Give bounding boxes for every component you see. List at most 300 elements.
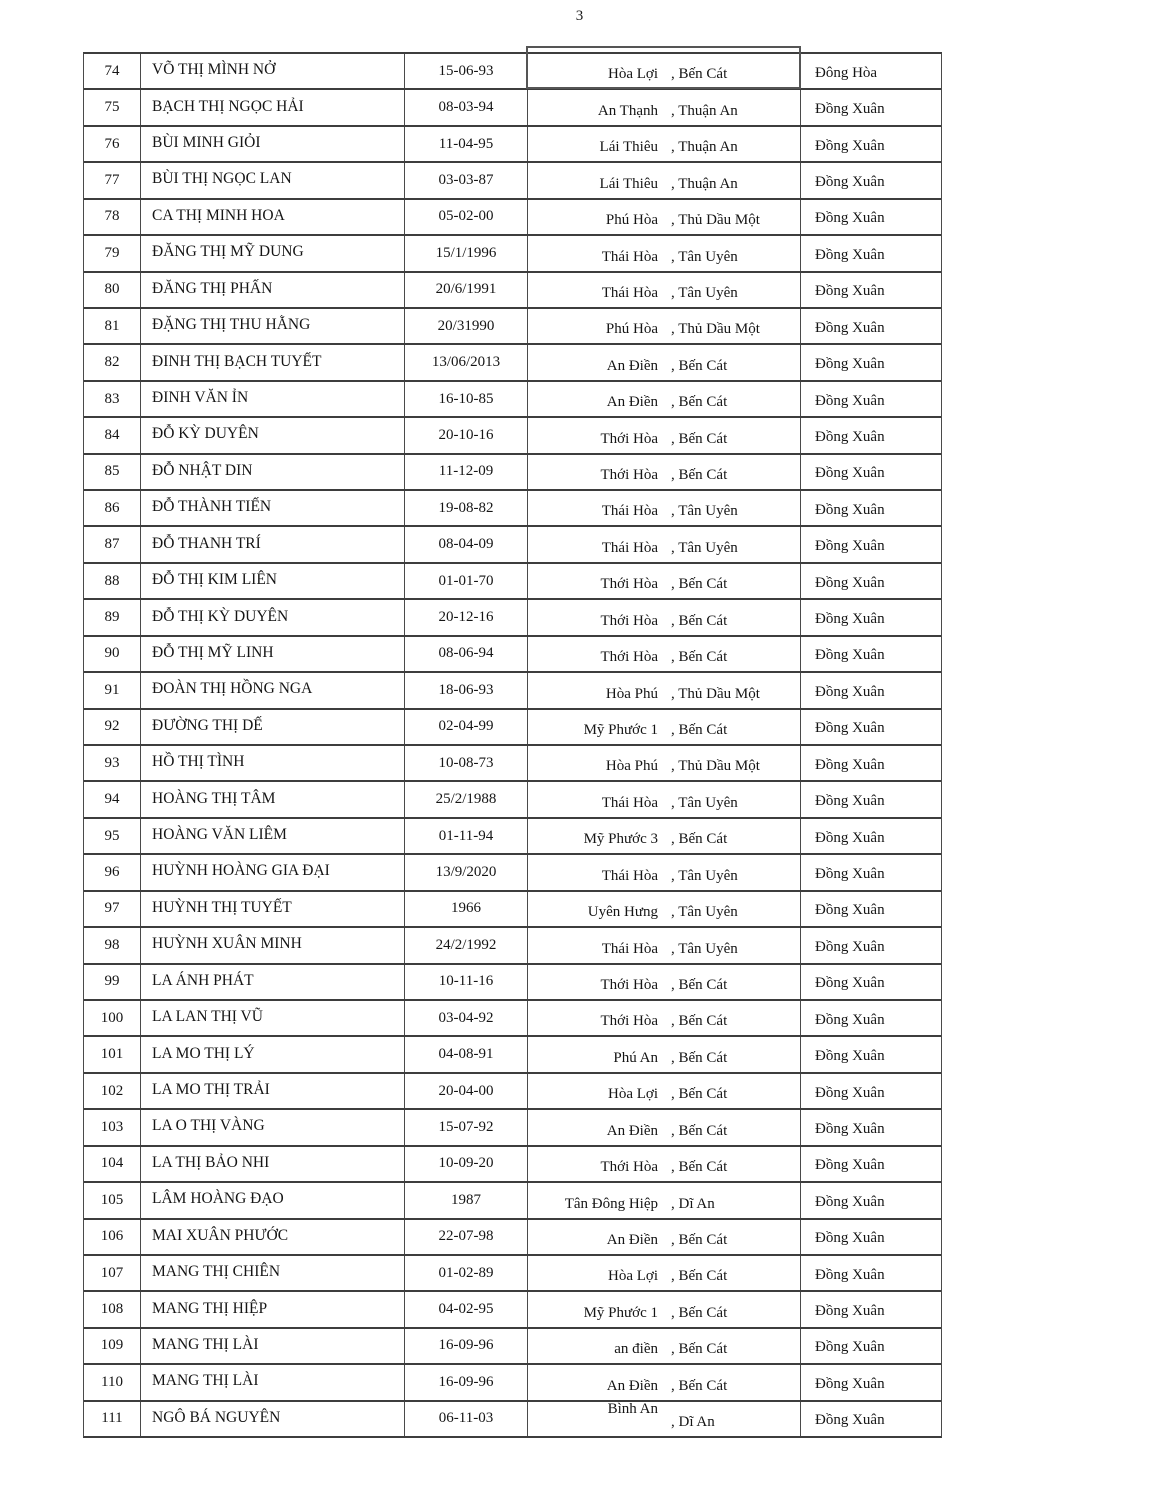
ward-text: Thái Hòa [601, 794, 658, 811]
name-cell: LA THỊ BẢO NHI [141, 1147, 405, 1181]
region-cell: Đồng Xuân [815, 829, 885, 846]
district-text: , Bến Cát [671, 394, 728, 411]
row-number-cell: 93 [84, 746, 141, 780]
district-text: , Bến Cát [671, 1377, 728, 1394]
district-text: , Thủ Dầu Một [671, 212, 760, 229]
place-cell [528, 673, 801, 707]
ward-text: Thái Hòa [601, 867, 658, 884]
dob-cell: 19-08-82 [405, 491, 528, 525]
region-cell: Đồng Xuân [815, 1339, 885, 1356]
dob-cell: 20/6/1991 [405, 273, 528, 307]
place-cell [528, 491, 801, 525]
dob-cell: 16-09-96 [405, 1329, 528, 1363]
ward-text: Thới Hòa [600, 612, 658, 629]
district-text: , Thủ Dầu Một [671, 321, 760, 338]
name-cell: ĐĂNG THỊ PHẤN [141, 273, 405, 307]
district-text: , Bến Cát [671, 576, 728, 593]
table-row [84, 1365, 941, 1401]
place-cell [528, 309, 801, 343]
ward-text: Thái Hòa [601, 940, 658, 957]
table-row [84, 345, 941, 381]
dob-cell: 08-03-94 [405, 90, 528, 124]
table-row [84, 90, 941, 126]
table-row [84, 309, 941, 345]
dob-cell: 20-04-00 [405, 1074, 528, 1108]
row-number-cell: 99 [84, 965, 141, 999]
region-cell: Đồng Xuân [815, 975, 885, 992]
dob-cell: 18-06-93 [405, 673, 528, 707]
region-cell: Đồng Xuân [815, 1266, 885, 1283]
ward-text: an điền [614, 1341, 658, 1358]
region-cell: Đồng Xuân [815, 1375, 885, 1392]
region-cell: Đồng Xuân [815, 611, 885, 628]
dob-cell: 24/2/1992 [405, 928, 528, 962]
region-cell: Đồng Xuân [815, 137, 885, 154]
district-text: , Bến Cát [671, 66, 728, 83]
region-cell: Đồng Xuân [815, 538, 885, 555]
ward-text: Phú Hòa [605, 321, 658, 338]
ward-text: An Điền [606, 357, 658, 374]
district-text: , Thủ Dầu Một [671, 758, 760, 775]
name-cell: LA MO THỊ TRẢI [141, 1074, 405, 1108]
table-row [84, 1037, 941, 1073]
ward-text: An Điền [606, 394, 658, 411]
ward-text: Thái Hòa [601, 503, 658, 520]
place-cell [528, 637, 801, 671]
ward-text: Mỹ Phước 1 [583, 1304, 658, 1321]
place-cell [528, 382, 801, 416]
dob-cell: 15-07-92 [405, 1110, 528, 1144]
name-cell: ĐỖ THANH TRÍ [141, 527, 405, 561]
row-number-cell: 79 [84, 236, 141, 270]
row-number-cell: 110 [84, 1365, 141, 1399]
ward-text: Hòa Phú [605, 685, 658, 702]
row-number-cell: 83 [84, 382, 141, 416]
region-cell: Đồng Xuân [815, 210, 885, 227]
dob-cell: 13/9/2020 [405, 855, 528, 889]
name-cell: ĐỖ THÀNH TIẾN [141, 491, 405, 525]
table-row [84, 746, 941, 782]
ward-text: Phú An [613, 1049, 658, 1066]
place-cell [528, 1402, 801, 1436]
row-number-cell: 101 [84, 1037, 141, 1071]
ward-text: Hòa Lợi [607, 1268, 658, 1285]
district-text: , Bến Cát [671, 976, 728, 993]
ward-text: Mỹ Phước 1 [583, 722, 658, 739]
name-cell: LA LAN THỊ VŨ [141, 1001, 405, 1035]
table-row [84, 710, 941, 746]
place-cell [528, 54, 801, 88]
place-cell [528, 965, 801, 999]
district-text: , Bến Cát [671, 1049, 728, 1066]
place-cell [528, 200, 801, 234]
region-cell: Đồng Xuân [815, 720, 885, 737]
region-cell: Đồng Xuân [815, 1157, 885, 1174]
name-cell: HUỲNH XUÂN MINH [141, 928, 405, 962]
name-cell: ĐẶNG THỊ THU HẰNG [141, 309, 405, 343]
dob-cell: 13/06/2013 [405, 345, 528, 379]
ward-text: Thái Hòa [601, 284, 658, 301]
district-text: , Tân Uyên [671, 904, 738, 921]
district-text: , Bến Cát [671, 722, 728, 739]
name-cell: CA THỊ MINH HOA [141, 200, 405, 234]
region-cell: Đồng Xuân [815, 1084, 885, 1101]
ward-text: Thái Hòa [601, 248, 658, 265]
dob-cell: 03-04-92 [405, 1001, 528, 1035]
row-number-cell: 98 [84, 928, 141, 962]
region-cell: Đồng Xuân [815, 902, 885, 919]
row-number-cell: 108 [84, 1292, 141, 1326]
place-cell [528, 345, 801, 379]
ward-text: Thới Hòa [600, 1159, 658, 1176]
place-cell [528, 1147, 801, 1181]
table-row [84, 564, 941, 600]
ward-text: An Điền [606, 1122, 658, 1139]
dob-cell: 20-10-16 [405, 418, 528, 452]
name-cell: BÙI MINH GIỎI [141, 127, 405, 161]
table-row [84, 1402, 941, 1436]
row-number-cell: 106 [84, 1220, 141, 1254]
ward-text: An Thạnh [597, 102, 658, 119]
region-cell: Đồng Xuân [815, 283, 885, 300]
row-number-cell: 107 [84, 1256, 141, 1290]
place-cell [528, 819, 801, 853]
place-cell [528, 90, 801, 124]
table-row [84, 127, 941, 163]
name-cell: ĐỖ THỊ MỸ LINH [141, 637, 405, 671]
name-cell: LA MO THỊ LÝ [141, 1037, 405, 1071]
ward-text: Hòa Phú [605, 758, 658, 775]
district-text: , Tân Uyên [671, 794, 738, 811]
district-text: , Bến Cát [671, 1086, 728, 1103]
table-row [84, 1256, 941, 1292]
region-cell: Đồng Xuân [815, 647, 885, 664]
region-cell: Đồng Xuân [815, 683, 885, 700]
name-cell: ĐĂNG THỊ MỸ DUNG [141, 236, 405, 270]
table-row [84, 382, 941, 418]
region-cell: Đồng Xuân [815, 246, 885, 263]
row-number-cell: 86 [84, 491, 141, 525]
district-text: , Bến Cát [671, 1268, 728, 1285]
ward-text: Tân Đông Hiệp [564, 1195, 658, 1212]
row-number-cell: 77 [84, 163, 141, 197]
page-number: 3 [575, 8, 584, 24]
table-row [84, 965, 941, 1001]
table-row [84, 455, 941, 491]
row-number-cell: 94 [84, 782, 141, 816]
district-text: , Thuận An [671, 175, 738, 192]
district-text: , Bến Cát [671, 831, 728, 848]
district-text: , Bến Cát [671, 1231, 728, 1248]
dob-cell: 03-03-87 [405, 163, 528, 197]
ward-text: Lái Thiêu [599, 175, 658, 192]
name-cell: HUỲNH HOÀNG GIA ĐẠI [141, 855, 405, 889]
ward-text: Uyên Hưng [587, 904, 658, 921]
table-row [84, 1147, 941, 1183]
region-cell: Đồng Xuân [815, 1193, 885, 1210]
ward-text: Lái Thiêu [599, 139, 658, 156]
row-number-cell: 105 [84, 1183, 141, 1217]
place-cell [528, 236, 801, 270]
dob-cell: 04-08-91 [405, 1037, 528, 1071]
region-cell: Đồng Xuân [815, 501, 885, 518]
place-cell [528, 1001, 801, 1035]
row-number-cell: 85 [84, 455, 141, 489]
row-number-cell: 103 [84, 1110, 141, 1144]
table-row [84, 1183, 941, 1219]
region-cell: Đồng Xuân [815, 173, 885, 190]
dob-cell: 10-08-73 [405, 746, 528, 780]
district-text: , Thuận An [671, 102, 738, 119]
table-row [84, 1329, 941, 1365]
row-number-cell: 100 [84, 1001, 141, 1035]
region-cell: Đồng Xuân [815, 1048, 885, 1065]
row-number-cell: 74 [84, 54, 141, 88]
place-cell [528, 163, 801, 197]
name-cell: NGÔ BÁ NGUYÊN [141, 1402, 405, 1436]
dob-cell: 02-04-99 [405, 710, 528, 744]
row-number-cell: 104 [84, 1147, 141, 1181]
region-cell: Đồng Xuân [815, 101, 885, 118]
row-number-cell: 92 [84, 710, 141, 744]
ward-text: Phú Hòa [605, 212, 658, 229]
place-cell [528, 1183, 801, 1217]
row-number-cell: 76 [84, 127, 141, 161]
ward-text: Mỹ Phước 3 [583, 831, 658, 848]
table-row [84, 782, 941, 818]
row-number-cell: 82 [84, 345, 141, 379]
dob-cell: 08-06-94 [405, 637, 528, 671]
table-row [84, 273, 941, 309]
region-cell: Đồng Xuân [815, 1412, 885, 1429]
name-cell: ĐỖ NHẬT DIN [141, 455, 405, 489]
ward-text: Thới Hòa [600, 467, 658, 484]
table-row [84, 673, 941, 709]
table-row [84, 54, 941, 90]
ward-text: Hòa Lợi [607, 66, 658, 83]
name-cell: HOÀNG VĂN LIÊM [141, 819, 405, 853]
table-row [84, 527, 941, 563]
region-cell: Đồng Xuân [815, 793, 885, 810]
ward-text: Hòa Lợi [607, 1086, 658, 1103]
ward-text: An Điền [606, 1231, 658, 1248]
dob-cell: 20-12-16 [405, 600, 528, 634]
name-cell: LÂM HOÀNG ĐẠO [141, 1183, 405, 1217]
row-number-cell: 102 [84, 1074, 141, 1108]
dob-cell: 01-11-94 [405, 819, 528, 853]
ward-text: Thới Hòa [600, 649, 658, 666]
name-cell: HỒ THỊ TÌNH [141, 746, 405, 780]
row-number-cell: 91 [84, 673, 141, 707]
table-row [84, 491, 941, 527]
district-text: , Tân Uyên [671, 867, 738, 884]
district-text: , Dĩ An [671, 1414, 715, 1431]
ward-text: An Điền [606, 1377, 658, 1394]
row-number-cell: 96 [84, 855, 141, 889]
place-cell [528, 710, 801, 744]
dob-cell: 15-06-93 [405, 54, 528, 88]
place-cell [528, 892, 801, 926]
dob-cell: 1987 [405, 1183, 528, 1217]
place-cell [528, 1256, 801, 1290]
row-number-cell: 87 [84, 527, 141, 561]
table-row [84, 928, 941, 964]
ward-text: Thới Hòa [600, 1013, 658, 1030]
place-cell [528, 273, 801, 307]
name-cell: MANG THỊ LÀI [141, 1329, 405, 1363]
region-cell: Đồng Xuân [815, 1120, 885, 1137]
table-row [84, 819, 941, 855]
region-cell: Đồng Xuân [815, 865, 885, 882]
name-cell: ĐINH VĂN ỈN [141, 382, 405, 416]
district-text: , Bến Cát [671, 1122, 728, 1139]
dob-cell: 16-09-96 [405, 1365, 528, 1399]
name-cell: LA ÁNH PHÁT [141, 965, 405, 999]
region-cell: Đồng Xuân [815, 938, 885, 955]
region-cell: Đồng Xuân [815, 574, 885, 591]
district-text: , Tân Uyên [671, 284, 738, 301]
row-number-cell: 81 [84, 309, 141, 343]
name-cell: HOÀNG THỊ TÂM [141, 782, 405, 816]
place-cell [528, 527, 801, 561]
name-cell: ĐOÀN THỊ HỒNG NGA [141, 673, 405, 707]
district-text: , Bến Cát [671, 1341, 728, 1358]
row-number-cell: 88 [84, 564, 141, 598]
district-text: , Bến Cát [671, 1159, 728, 1176]
region-cell: Đồng Xuân [815, 428, 885, 445]
dob-cell: 01-01-70 [405, 564, 528, 598]
district-text: , Bến Cát [671, 1013, 728, 1030]
dob-cell: 10-11-16 [405, 965, 528, 999]
row-number-cell: 78 [84, 200, 141, 234]
row-number-cell: 109 [84, 1329, 141, 1363]
district-text: , Tân Uyên [671, 539, 738, 556]
district-text: , Dĩ An [671, 1195, 715, 1212]
dob-cell: 01-02-89 [405, 1256, 528, 1290]
district-text: , Thuận An [671, 139, 738, 156]
table-row [84, 892, 941, 928]
table-row [84, 1220, 941, 1256]
dob-cell: 11-12-09 [405, 455, 528, 489]
name-cell: HUỲNH THỊ TUYẾT [141, 892, 405, 926]
district-text: , Bến Cát [671, 430, 728, 447]
table-row [84, 418, 941, 454]
ward-text: Thới Hòa [600, 576, 658, 593]
dob-cell: 20/31990 [405, 309, 528, 343]
name-cell: BÙI THỊ NGỌC LAN [141, 163, 405, 197]
table-row [84, 1292, 941, 1328]
dob-cell: 16-10-85 [405, 382, 528, 416]
row-number-cell: 75 [84, 90, 141, 124]
name-cell: ĐỖ THỊ KIM LIÊN [141, 564, 405, 598]
place-cell [528, 855, 801, 889]
region-cell: Đồng Xuân [815, 356, 885, 373]
table-row [84, 855, 941, 891]
dob-cell: 15/1/1996 [405, 236, 528, 270]
name-cell: ĐỖ KỲ DUYÊN [141, 418, 405, 452]
region-cell: Đông Hòa [815, 64, 878, 81]
district-text: , Bến Cát [671, 612, 728, 629]
place-cell [528, 1329, 801, 1363]
table-row [84, 600, 941, 636]
dob-cell: 10-09-20 [405, 1147, 528, 1181]
district-text: , Tân Uyên [671, 248, 738, 265]
name-cell: MANG THỊ LÀI [141, 1365, 405, 1399]
place-cell [528, 746, 801, 780]
place-cell [528, 1074, 801, 1108]
dob-cell: 1966 [405, 892, 528, 926]
district-text: , Bến Cát [671, 357, 728, 374]
row-number-cell: 90 [84, 637, 141, 671]
district-text: , Tân Uyên [671, 940, 738, 957]
name-cell: MANG THỊ CHIÊN [141, 1256, 405, 1290]
region-cell: Đồng Xuân [815, 1303, 885, 1320]
dob-cell: 08-04-09 [405, 527, 528, 561]
dob-cell: 04-02-95 [405, 1292, 528, 1326]
name-cell: LA O THỊ VÀNG [141, 1110, 405, 1144]
place-cell [528, 1037, 801, 1071]
place-cell [528, 127, 801, 161]
place-cell [528, 600, 801, 634]
region-cell: Đồng Xuân [815, 319, 885, 336]
place-cell [528, 1292, 801, 1326]
place-cell [528, 418, 801, 452]
place-cell [528, 928, 801, 962]
region-cell: Đồng Xuân [815, 1230, 885, 1247]
ward-text: Thái Hòa [601, 539, 658, 556]
table-row [84, 1110, 941, 1146]
row-number-cell: 80 [84, 273, 141, 307]
place-cell [528, 455, 801, 489]
district-text: , Bến Cát [671, 1304, 728, 1321]
row-number-cell: 111 [84, 1402, 141, 1436]
row-number-cell: 95 [84, 819, 141, 853]
dob-cell: 11-04-95 [405, 127, 528, 161]
district-text: , Thủ Dầu Một [671, 685, 760, 702]
dob-cell: 05-02-00 [405, 200, 528, 234]
region-cell: Đồng Xuân [815, 392, 885, 409]
dob-cell: 25/2/1988 [405, 782, 528, 816]
table-row [84, 163, 941, 199]
region-cell: Đồng Xuân [815, 756, 885, 773]
name-cell: ĐINH THỊ BẠCH TUYẾT [141, 345, 405, 379]
row-number-cell: 97 [84, 892, 141, 926]
district-text: , Bến Cát [671, 467, 728, 484]
place-cell [528, 1365, 801, 1399]
name-cell: ĐỖ THỊ KỲ DUYÊN [141, 600, 405, 634]
roster-table [83, 52, 942, 1438]
dob-cell: 22-07-98 [405, 1220, 528, 1254]
ward-text: Bình An [607, 1401, 658, 1418]
name-cell: BẠCH THỊ NGỌC HẢI [141, 90, 405, 124]
region-cell: Đồng Xuân [815, 1011, 885, 1028]
ward-text: Thới Hòa [600, 430, 658, 447]
dob-cell: 06-11-03 [405, 1402, 528, 1436]
table-row [84, 1001, 941, 1037]
ward-text: Thới Hòa [600, 976, 658, 993]
name-cell: MANG THỊ HIỆP [141, 1292, 405, 1326]
place-cell [528, 782, 801, 816]
table-row [84, 200, 941, 236]
region-cell: Đồng Xuân [815, 465, 885, 482]
table-row [84, 637, 941, 673]
place-cell [528, 1110, 801, 1144]
name-cell: ĐƯỜNG THỊ DẾ [141, 710, 405, 744]
row-number-cell: 89 [84, 600, 141, 634]
name-cell: VÕ THỊ MÌNH NỞ [141, 54, 405, 88]
table-row [84, 236, 941, 272]
name-cell: MAI XUÂN PHƯỚC [141, 1220, 405, 1254]
